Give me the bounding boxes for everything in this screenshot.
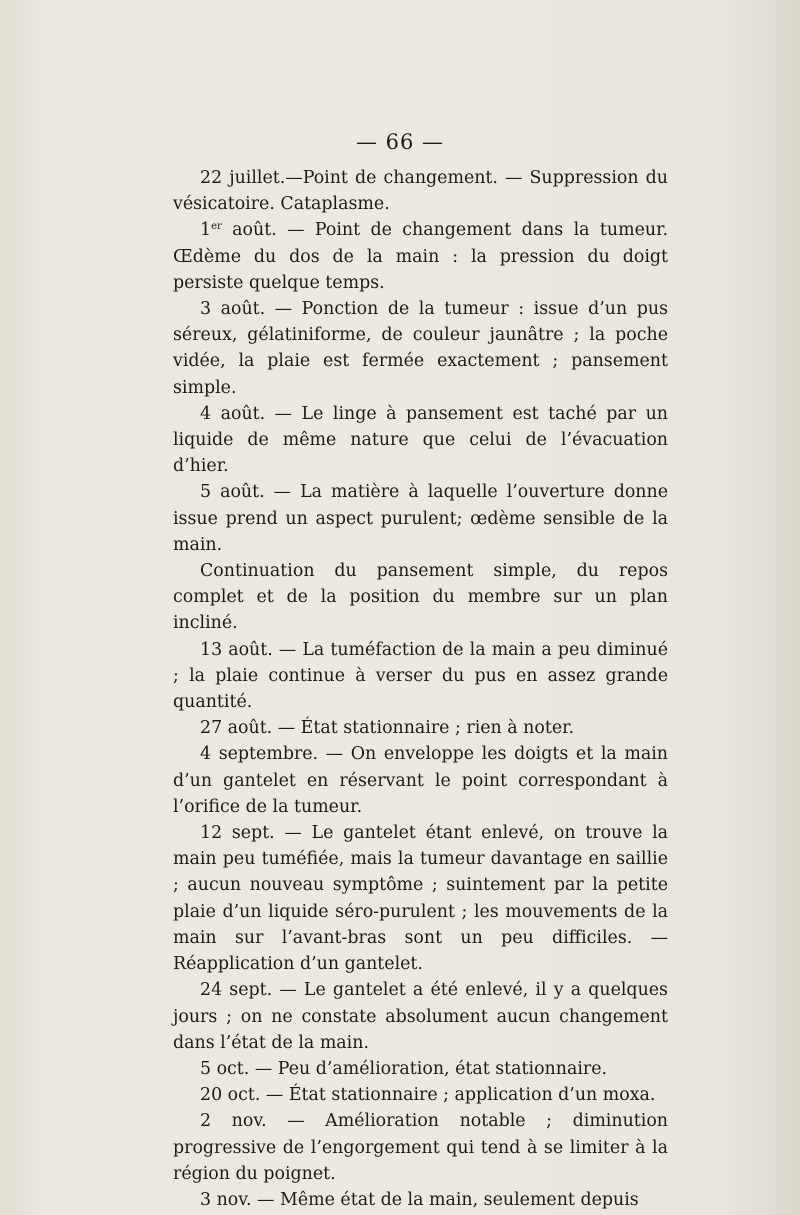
entry-text: — La tuméfaction de la main a peu diminué ; la plaie continue à verser du pus en assez grande quantité. [173,639,669,713]
entry-text: — La matière à laquelle l’ouverture donne issue prend un aspect purulent; œdème sensible de la main. [173,482,668,555]
entry-date: 4 septembre. [200,744,319,765]
entry-5-aout [173,479,668,558]
entry-text: août. — Point de changement dans la tumeur. Œdème du dos de la main : la pression du doigt persiste quelque temps. [173,220,668,293]
entry-date: 4 août. [200,403,266,424]
entry-date: 13 août. [200,639,273,660]
entry-date-superscript: er [211,221,222,233]
entry-date: 12 sept. [200,823,275,844]
entry-27-aout [173,715,668,741]
entry-date: 3 août. [200,299,266,320]
entry-3-nov [173,1187,668,1213]
body-text [173,165,668,1213]
entry-20-oct [173,1082,668,1108]
entry-text: — État stationnaire ; rien à noter. [272,718,575,739]
entry-date: 22 juillet. [200,168,286,188]
entry-1er-aout [173,217,668,296]
entry-text: — Le gantelet a été enlevé, il y a quelques jours ; on ne constate absolument aucun changement dans l’état de la main. [173,980,668,1053]
entry-date: 2 nov. [200,1111,267,1132]
entry-text: — Même état de la main, seulement depuis [251,1189,639,1210]
entry-date: 20 oct. [200,1085,261,1106]
entry-date: 5 oct. [200,1058,250,1079]
entry-date: 27 août. [200,718,273,739]
entry-date: 24 sept. [200,980,273,1001]
entry-5-oct [173,1056,668,1082]
entry-text: — Peu d’amélioration, état stationnaire. [249,1058,608,1079]
entry-12-sept [173,820,668,977]
entry-4-septembre [173,741,668,820]
entry-text: — Ponction de la tumeur : issue d’un pus séreux, gélatiniforme, de couleur jaunâtre ; la poche vidée, la plaie est fermée exactement ; pansement simple. [173,299,668,398]
entry-22-juillet [173,165,668,217]
entry-text: — Le linge à pansement est taché par un liquide de même nature que celui de l’évacuation d’hier. [173,403,668,477]
entry-date: 1 [200,220,212,241]
entry-text: —Point de changement. — Suppression du vésicatoire. Cataplasme. [173,168,668,215]
page-number: — 66 — [355,130,445,154]
entry-text: Continuation du pansement simple, du repos complet et de la position du membre sur un plan incliné. [173,561,668,634]
entry-text: — Le gantelet étant enlevé, on trouve la main peu tuméfiée, mais la tumeur davantage en saillie ; aucun nouveau symptôme ; suintement par la petite plaie d’un liquide séro-purulent ; les mouvements de la main sur l’avant-bras sont un peu difficiles. — Réapplication d’un gantelet. [173,823,668,975]
entry-text: — Amélioration notable ; diminution progressive de l’engorgement qui tend à se limiter à la région du poignet. [173,1111,668,1184]
entry-date: 5 août. [200,482,265,503]
entry-continuation [173,558,668,637]
entry-text: — État stationnaire ; application d’un moxa. [260,1085,656,1106]
entry-13-aout [173,637,668,716]
entry-2-nov [173,1108,668,1187]
entry-date: 3 nov. [200,1189,252,1210]
entry-text: — On enveloppe les doigts et la main d’un gantelet en réservant le point correspondant à l’orifice de la tumeur. [173,744,669,817]
entry-4-aout [173,401,668,480]
entry-3-aout [173,296,668,401]
entry-24-sept [173,977,668,1056]
